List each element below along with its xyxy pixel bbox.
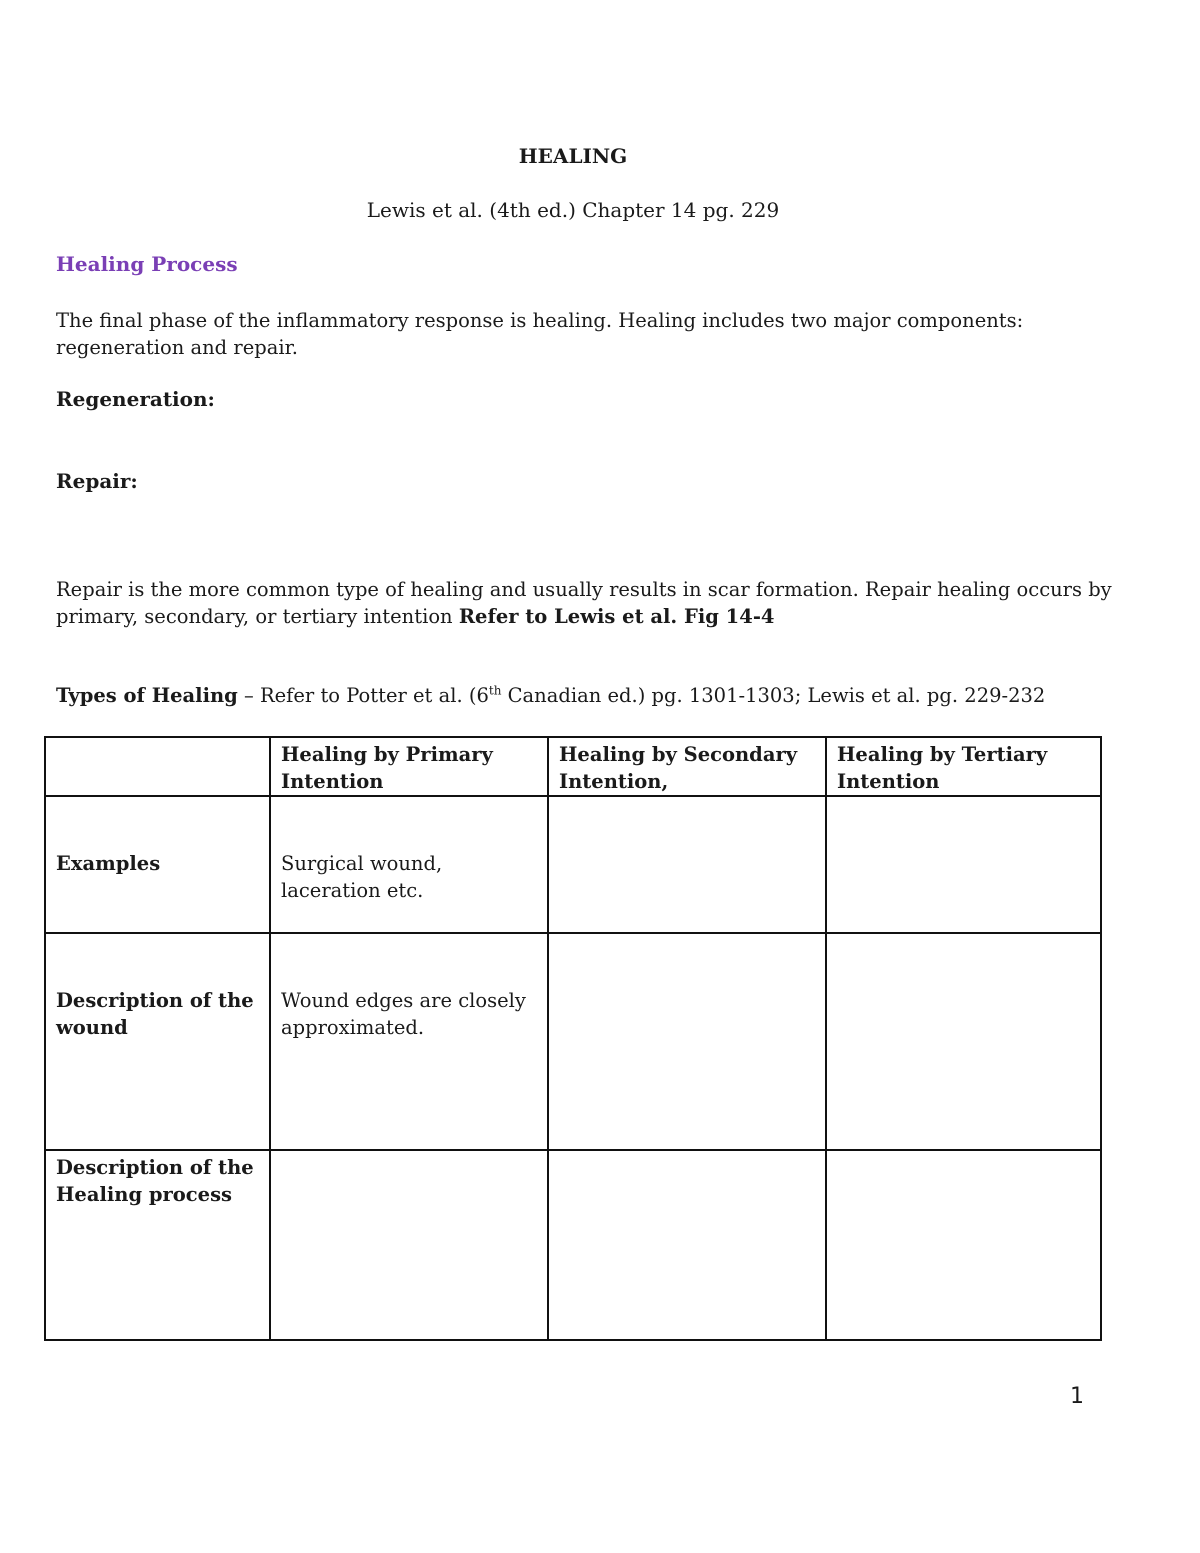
repair-label: Repair: [56, 469, 138, 493]
row-label-examples: Examples [56, 852, 161, 875]
header-cell-empty [45, 737, 270, 796]
table-cell-secondary[interactable] [548, 1150, 826, 1340]
cell-text-primary-examples: Surgical wound, laceration etc. [281, 852, 443, 902]
table-cell-primary[interactable] [270, 796, 548, 933]
regeneration-label: Regeneration: [56, 387, 215, 411]
intro-paragraph: The final phase of the inflammatory response is healing. Healing includes two major components: regeneration and repair. [56, 309, 1024, 359]
table-cell-secondary[interactable] [548, 796, 826, 933]
types-reference-part1: – Refer to Potter et al. (6 [237, 684, 489, 707]
repair-figure-reference: Refer to Lewis et al. Fig 14-4 [458, 605, 775, 628]
table-cell-tertiary[interactable] [826, 796, 1101, 933]
healing-types-table [44, 736, 1102, 1341]
table-row-examples [45, 796, 1101, 933]
row-label-cell [45, 933, 270, 1150]
header-cell-secondary: Healing by Secondary Intention, [548, 737, 826, 796]
table-cell-primary[interactable] [270, 933, 548, 1150]
row-label-wound-description: Description of the wound [56, 989, 254, 1039]
table-cell-tertiary[interactable] [826, 933, 1101, 1150]
types-of-healing-line [56, 684, 1045, 707]
header-cell-tertiary: Healing by Tertiary Intention [826, 737, 1101, 796]
repair-paragraph [56, 576, 1136, 630]
page-number: 1 [1070, 1384, 1084, 1409]
table-cell-secondary[interactable] [548, 933, 826, 1150]
table-cell-tertiary[interactable] [826, 1150, 1101, 1340]
document-title: HEALING [518, 144, 628, 168]
row-label-cell [45, 796, 270, 933]
row-label-healing-process: Description of the Healing process [45, 1150, 270, 1340]
table-cell-primary[interactable] [270, 1150, 548, 1340]
table-header-row [45, 737, 1101, 796]
table-row-wound-description [45, 933, 1101, 1150]
types-reference-part2: Canadian ed.) pg. 1301-1303; Lewis et al. pg. 229-232 [501, 684, 1046, 707]
repair-paragraph-text: Repair is the more common type of healing and usually results in scar formation. Repair healing occurs by primary, secondary, or tertiary intention [56, 578, 1112, 628]
chapter-reference: Lewis et al. (4th ed.) Chapter 14 pg. 229 [366, 198, 780, 222]
table-row-healing-process [45, 1150, 1101, 1340]
cell-text-primary-wound: Wound edges are closely approximated. [281, 989, 526, 1039]
header-cell-primary: Healing by Primary Intention [270, 737, 548, 796]
section-heading-healing-process: Healing Process [56, 252, 238, 276]
types-of-healing-label: Types of Healing [56, 684, 238, 707]
types-reference-superscript: th [488, 683, 502, 698]
